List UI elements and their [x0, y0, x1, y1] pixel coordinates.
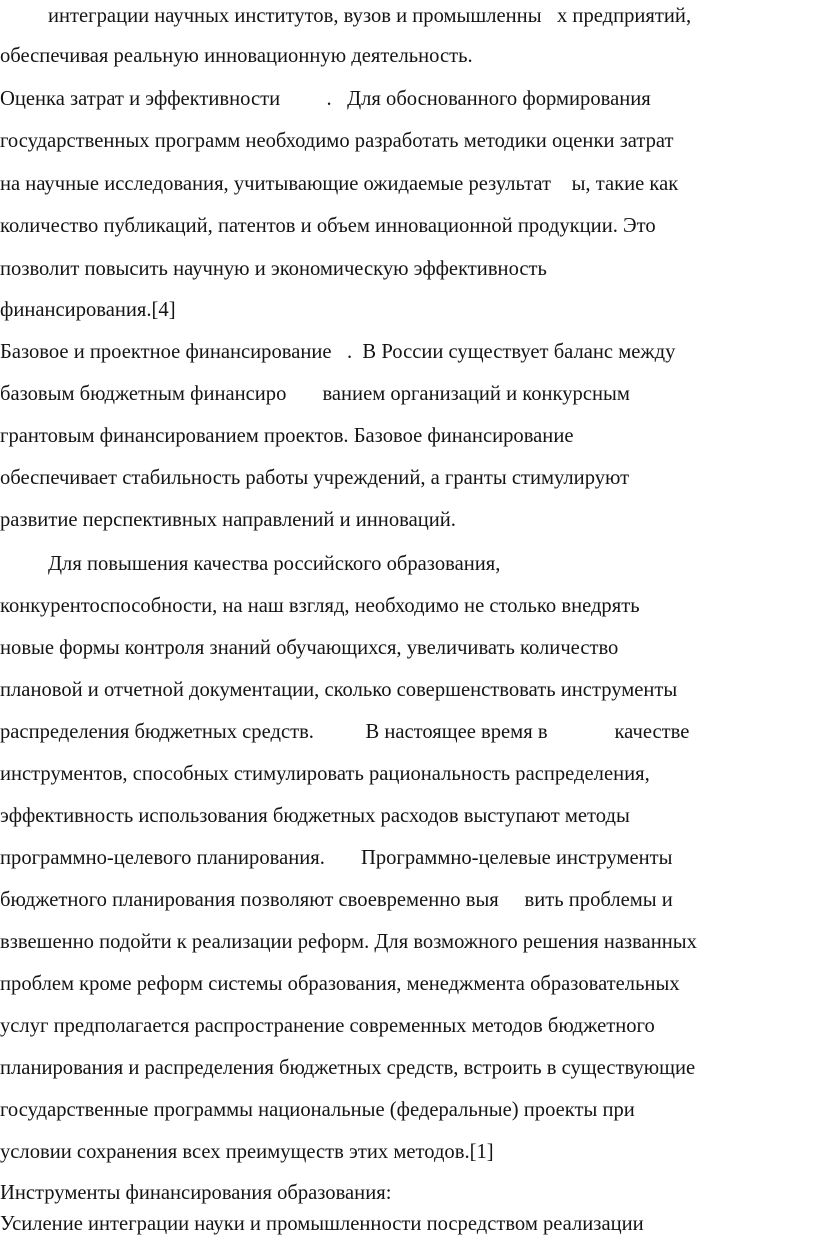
text-line: государственных программ необходимо разработать методики оценки затрат [0, 130, 674, 152]
text-line: взвешенно подойти к реализации реформ. Для возможного решения названных [0, 931, 697, 953]
text-line: количество публикаций, патентов и объем инновационной продукции. Это [0, 215, 656, 237]
text-line: Усиление интеграции науки и промышленности посредством реализации [0, 1213, 644, 1235]
text-line: условии сохранения всех преимуществ этих методов.[1] [0, 1141, 494, 1163]
text-line: плановой и отчетной документации, сколько совершенствовать инструменты [0, 679, 678, 701]
text-line: Базовое и проектное финансирование . В России существует баланс между [0, 341, 676, 363]
text-line: планирования и распределения бюджетных средств, встроить в существующие [0, 1057, 696, 1079]
text-line: бюджетного планирования позволяют своевременно выя вить проблемы и [0, 889, 673, 911]
text-line: развитие перспективных направлений и инноваций. [0, 509, 456, 531]
section-heading: Инструменты финансирования образования: [0, 1182, 392, 1204]
text-line: обеспечивает стабильность работы учреждений, а гранты стимулируют [0, 467, 630, 489]
text-line: инструментов, способных стимулировать рациональность распределения, [0, 763, 650, 785]
text-line: новые формы контроля знаний обучающихся, увеличивать количество [0, 637, 619, 659]
text-line: государственные программы национальные (федеральные) проекты при [0, 1099, 635, 1121]
text-line: Оценка затрат и эффективности . Для обоснованного формирования [0, 88, 651, 110]
text-line: конкурентоспособности, на наш взгляд, необходимо не столько внедрять [0, 595, 640, 617]
text-line: программно-целевого планирования. Программно-целевые инструменты [0, 847, 673, 869]
text-line: финансирования.[4] [0, 299, 176, 321]
text-line: проблем кроме реформ системы образования, менеджмента образовательных [0, 973, 680, 995]
text-line: базовым бюджетным финансиро ванием организаций и конкурсным [0, 383, 630, 405]
text-line: на научные исследования, учитывающие ожидаемые результат ы, такие как [0, 173, 679, 195]
text-line: позволит повысить научную и экономическую эффективность [0, 258, 547, 280]
text-line: интеграции научных институтов, вузов и промышленны х предприятий, [48, 5, 692, 27]
text-line: грантовым финансированием проектов. Базовое финансирование [0, 425, 574, 447]
text-line: услуг предполагается распространение современных методов бюджетного [0, 1015, 655, 1037]
text-line: обеспечивая реальную инновационную деятельность. [0, 45, 473, 67]
text-line: Для повышения качества российского образования, [48, 553, 501, 575]
text-line: эффективность использования бюджетных расходов выступают методы [0, 805, 630, 827]
text-line: распределения бюджетных средств. В настоящее время в качестве [0, 721, 690, 743]
